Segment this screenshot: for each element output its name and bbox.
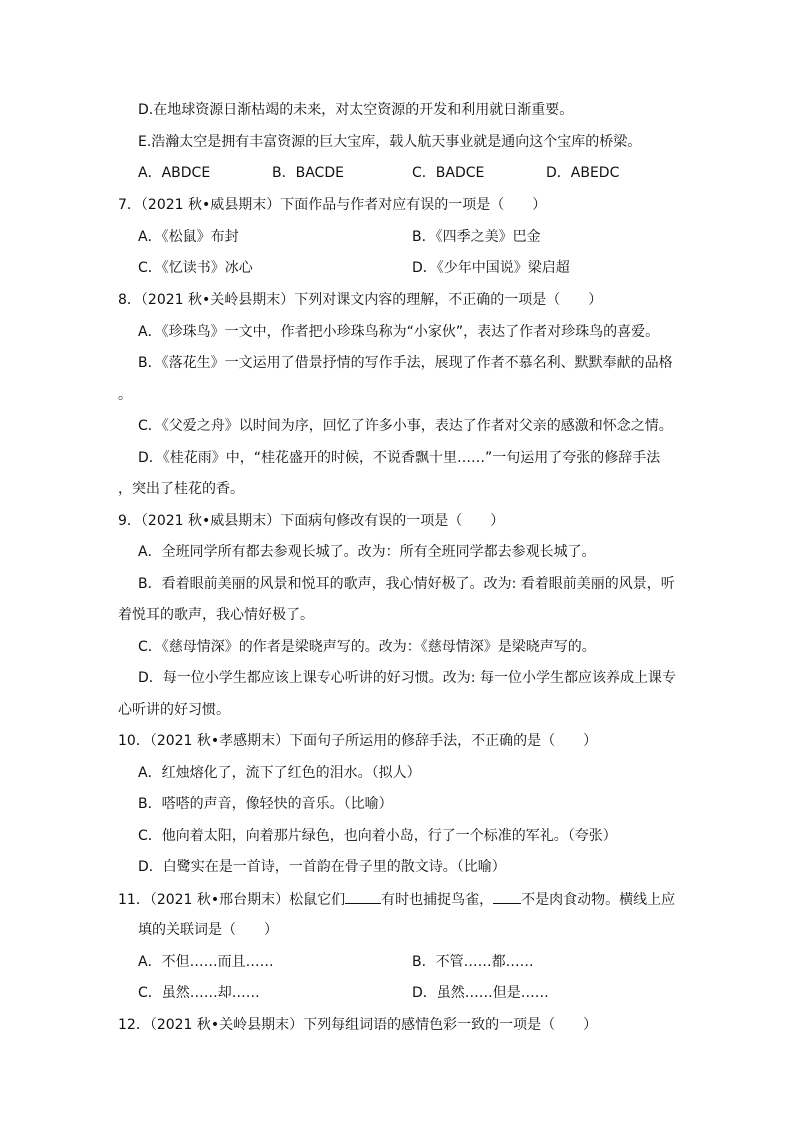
q10-option-b: B．嗒嗒的声音，像轻快的音乐。（比喻） (138, 796, 393, 812)
q8-option-c: C．《父爱之舟》以时间为序，回忆了许多小事，表达了作者对父亲的感激和怀念之情。 (138, 418, 673, 434)
q12-stem: 12．（2021 秋•关岭县期末）下列每组词语的感情色彩一致的一项是（ ） (118, 1017, 598, 1033)
q11-stem-part-c: 不是肉食动物。横线上应 (521, 892, 676, 908)
q7-option-a: A．《松鼠》布封 (138, 229, 239, 245)
q11-stem-part-b: 有时也捕捉鸟雀， (381, 892, 494, 908)
q11-option-b: B．不管……都…… (412, 954, 534, 970)
q6-answer-c: C．BADCE (412, 165, 485, 181)
q11-option-c: C．虽然……却…… (138, 985, 260, 1001)
q11-blank-1 (345, 889, 381, 904)
q6-option-e-text: E.浩瀚太空是拥有丰富资源的巨大宝库，载人航天事业就是通向这个宝库的桥梁。 (138, 134, 642, 150)
q11-stem-line1 (118, 889, 675, 910)
q10-option-d: D．白鹭实在是一首诗，一首韵在骨子里的散文诗。（比喻） (138, 859, 506, 875)
q11-option-d: D．虽然……但是…… (412, 985, 549, 1001)
q6-option-d-text: D.在地球资源日渐枯竭的未来，对太空资源的开发和利用就日渐重要。 (138, 102, 574, 118)
q11-stem-part-a: 11．（2021 秋•邢台期末）松鼠它们 (118, 892, 346, 908)
q10-stem: 10．（2021 秋•孝感期末）下面句子所运用的修辞手法，不正确的是（ ） (118, 733, 598, 749)
q7-option-c: C．《忆读书》冰心 (138, 260, 253, 276)
q9-option-d-line1: D．每一位小学生都应该上课专心听讲的好习惯。改为: 每一位小学生都应该养成上课专 (138, 670, 676, 686)
q11-option-a: A．不但……而且…… (138, 954, 274, 970)
q7-option-d: D．《少年中国说》梁启超 (412, 260, 570, 276)
q6-answer-b: B．BACDE (272, 165, 344, 181)
q8-option-d-line2: ，突出了桂花的香。 (118, 481, 244, 497)
q8-stem: 8．（2021 秋•关岭县期末）下列对课文内容的理解，不正确的一项是（ ） (118, 292, 603, 308)
q9-option-b-line2: 着悦耳的歌声，我心情好极了。 (118, 607, 314, 623)
q7-stem: 7．（2021 秋•威县期末）下面作品与作者对应有误的一项是（ ） (118, 197, 547, 213)
q8-option-b-line2: 。 (118, 387, 132, 403)
q11-stem-line2: 填的关联词是（ ） (138, 922, 278, 938)
q9-option-d-line2: 心听讲的好习惯。 (118, 702, 230, 718)
q8-option-d-line1: D．《桂花雨》中，“桂花盛开的时候，不说香飘十里……”一句运用了夸张的修辞手法 (138, 450, 661, 466)
q9-option-b-line1: B．看着眼前美丽的风景和悦耳的歌声，我心情好极了。改为: 看着眼前美丽的风景，听 (138, 576, 675, 592)
q11-blank-2 (493, 889, 521, 904)
q9-option-c: C．《慈母情深》的作者是梁晓声写的。改为：《慈母情深》是梁晓声写的。 (138, 639, 596, 655)
q8-option-b-line1: B．《落花生》一文运用了借景抒情的写作手法，展现了作者不慕名利、默默奉献的品格 (138, 355, 673, 371)
q9-stem: 9．（2021 秋•威县期末）下面病句修改有误的一项是（ ） (118, 513, 505, 529)
q10-option-c: C．他向着太阳，向着那片绿色，也向着小岛，行了一个标准的军礼。（夸张） (138, 828, 617, 844)
q7-option-b: B．《四季之美》巴金 (412, 229, 541, 245)
q10-option-a: A．红烛熔化了，流下了红色的泪水。（拟人） (138, 765, 421, 781)
q8-option-a: A．《珍珠鸟》一文中，作者把小珍珠鸟称为“小家伙”，表达了作者对珍珠鸟的喜爱。 (138, 324, 660, 340)
q6-answer-a: A．ABDCE (138, 165, 211, 181)
q9-option-a: A．全班同学所有都去参观长城了。改为：所有全班同学都去参观长城了。 (138, 544, 596, 560)
q6-answer-d: D．ABEDC (546, 165, 620, 181)
